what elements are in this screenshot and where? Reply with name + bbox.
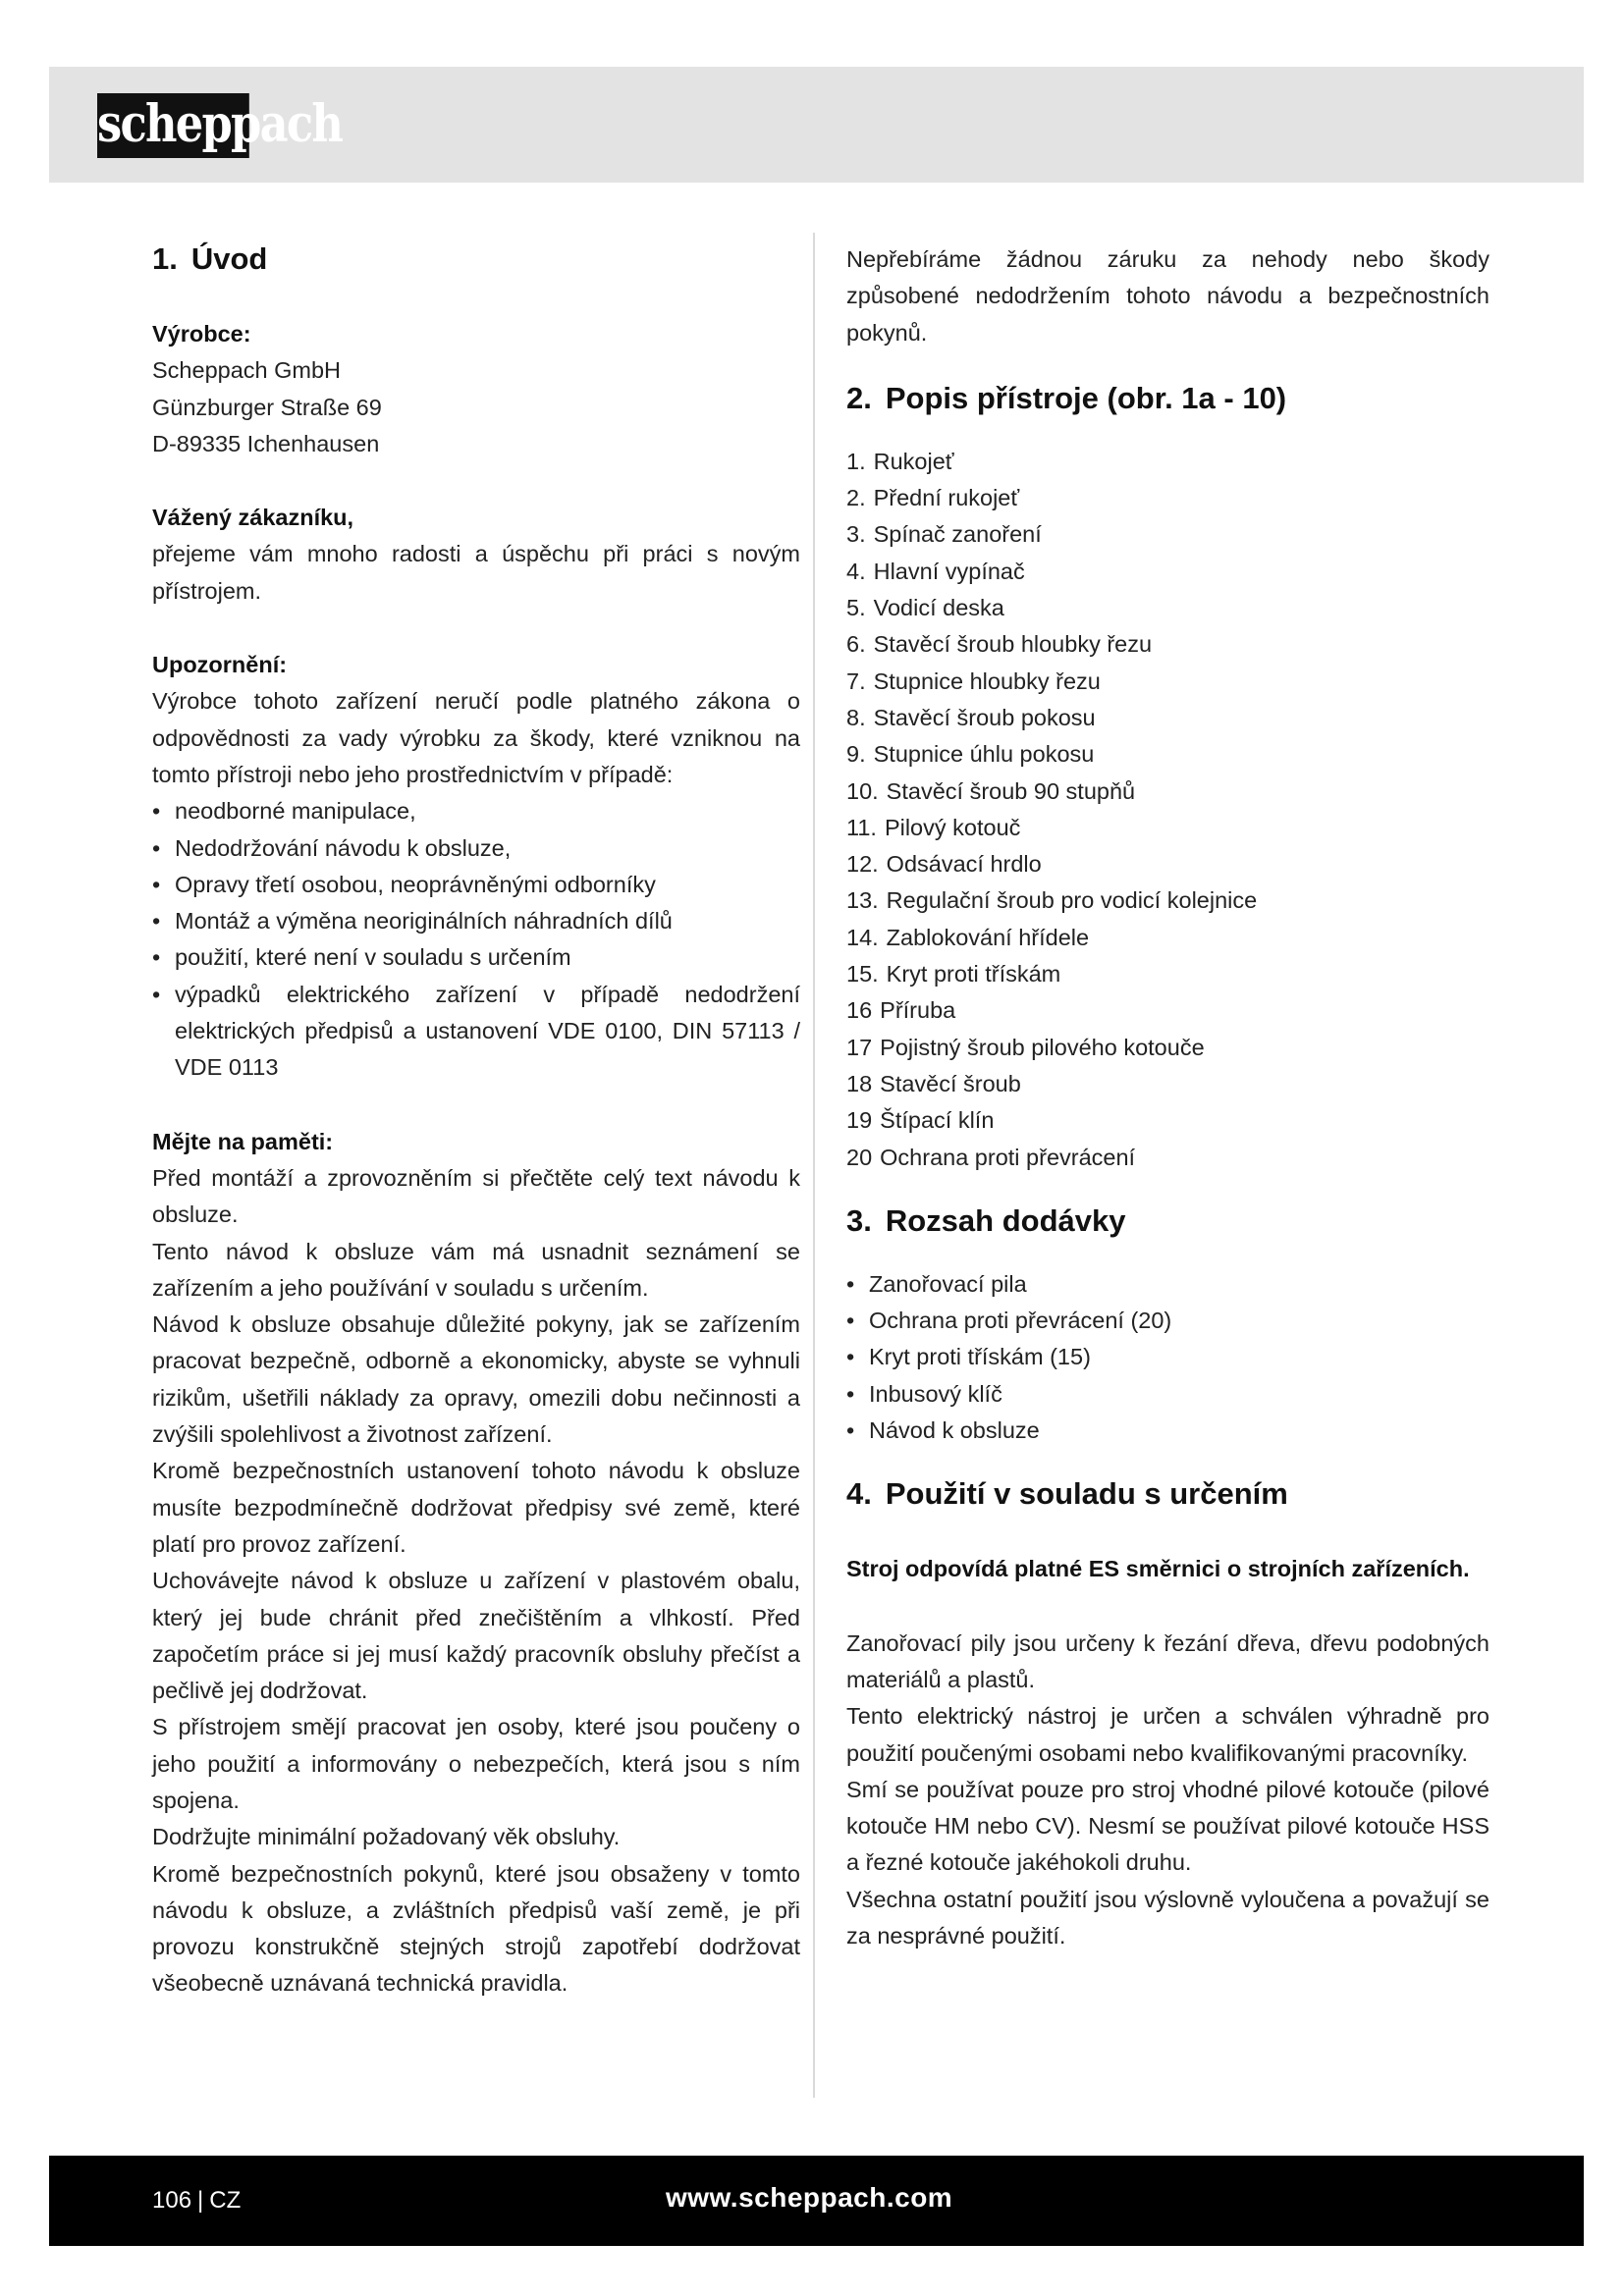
list-item bbox=[846, 444, 1489, 480]
paragraph: Kromě bezpečnostních pokynů, které jsou obsaženy v tomto návodu k obsluze, a zvláštních předpisů vaší země, je při provozu konstrukčně stejných strojů zapotřebí dodržovat všeobecně uznávaná technická pravidla. bbox=[152, 1860, 800, 1997]
section-4-heading bbox=[846, 1474, 1489, 1514]
item-text: Přední rukojeť bbox=[873, 485, 1020, 511]
item-number: 19 bbox=[846, 1107, 873, 1134]
item-number: 14. bbox=[846, 924, 879, 950]
item-text: Regulační šroub pro vodicí kolejnice bbox=[886, 887, 1258, 914]
item-number: 11. bbox=[846, 814, 877, 840]
list-item bbox=[846, 846, 1489, 882]
list-item bbox=[846, 956, 1489, 992]
list-item: • Nedodržování návodu k obsluze, bbox=[152, 830, 800, 867]
paragraph: Před montáží a zprovozněním si přečtěte celý text návodu k obsluze. bbox=[152, 1164, 800, 1228]
section-number: 1. bbox=[152, 241, 178, 276]
item-text: Hlavní vypínač bbox=[873, 558, 1025, 584]
list-item bbox=[846, 774, 1489, 810]
dear-customer-text: přejeme vám mnoho radosti a úspěchu při práci s novým přístrojem. bbox=[152, 541, 800, 604]
list-item bbox=[846, 516, 1489, 553]
item-number: 13. bbox=[846, 887, 879, 914]
list-item: • výpadků elektrického zařízení v případě nedodržení elektrických předpisů a ustanovení VDE 0100, DIN 57113 / VDE 0113 bbox=[152, 977, 800, 1087]
paragraph: Návod k obsluze obsahuje důležité pokyny, jak se zařízením pracovat bezpečně, odborně a ekonomicky, abyste se vyhnuli rizikům, ušetřili náklady za opravy, omezili dobu nečinnosti a zvýšili spolehlivost a životnost zařízení. bbox=[152, 1311, 800, 1448]
list-item bbox=[846, 664, 1489, 700]
list-item: • Návod k obsluze bbox=[846, 1413, 1489, 1449]
paragraph: Kromě bezpečnostních ustanovení tohoto návodu k obsluze musíte bezpodmínečně dodržovat předpisy své země, které platí pro provoz zařízení. bbox=[152, 1458, 800, 1557]
item-number: 18 bbox=[846, 1070, 873, 1096]
right-column bbox=[846, 224, 1489, 1954]
item-text: Štípací klín bbox=[880, 1107, 995, 1134]
item-text: Spínač zanoření bbox=[873, 521, 1042, 548]
address-line: Scheppach GmbH bbox=[152, 357, 342, 384]
section-number: 3. bbox=[846, 1202, 872, 1238]
address-line: Günzburger Straße 69 bbox=[152, 394, 382, 420]
paragraph: Všechna ostatní použití jsou výslovně vyloučena a považují se za nesprávné použití. bbox=[846, 1886, 1489, 1949]
manufacturer-label: Výrobce: bbox=[152, 321, 251, 347]
item-text: Odsávací hrdlo bbox=[886, 851, 1042, 878]
list-item bbox=[846, 590, 1489, 626]
list-item bbox=[846, 1102, 1489, 1139]
item-number: 6. bbox=[846, 631, 866, 658]
item-number: 10. bbox=[846, 777, 879, 804]
paragraph: Smí se používat pouze pro stroj vhodné pilové kotouče (pilové kotouče HM nebo CV). Nesmí se používat pilové kotouče HSS a řezné kotouče jakéhokoli druhu. bbox=[846, 1776, 1489, 1876]
list-item bbox=[846, 1066, 1489, 1102]
list-item: • neodborné manipulace, bbox=[152, 793, 800, 829]
left-column bbox=[152, 224, 800, 2002]
list-item bbox=[846, 736, 1489, 773]
section-title: Úvod bbox=[190, 241, 268, 276]
list-item: • Montáž a výměna neoriginálních náhradních dílů bbox=[152, 903, 800, 939]
list-item: • Opravy třetí osobou, neoprávněnými odborníky bbox=[152, 867, 800, 903]
website-link[interactable]: www.scheppach.com bbox=[666, 2182, 953, 2213]
list-item bbox=[846, 480, 1489, 516]
notice-label: Upozornění: bbox=[152, 652, 288, 678]
item-text: Stavěcí šroub bbox=[880, 1070, 1021, 1096]
list-item: • Inbusový klíč bbox=[846, 1376, 1489, 1413]
item-number: 9. bbox=[846, 741, 866, 768]
item-text: Stavěcí šroub pokosu bbox=[873, 704, 1096, 730]
paragraph: Tento elektrický nástroj je určen a schválen výhradně pro použití poučenými osobami nebo kvalifikovanými pracovníky. bbox=[846, 1703, 1489, 1766]
list-item bbox=[846, 882, 1489, 919]
item-text: Pilový kotouč bbox=[884, 814, 1021, 840]
paragraph: Zanořovací pily jsou určeny k řezání dřeva, dřevu podobných materiálů a plastů. bbox=[846, 1629, 1489, 1692]
page-number-value: 106 bbox=[152, 2187, 192, 2214]
item-number: 1. bbox=[846, 448, 866, 474]
parts-list bbox=[846, 444, 1489, 1176]
list-item: • použití, které není v souladu s určením bbox=[152, 939, 800, 976]
section-1-heading bbox=[152, 240, 800, 279]
paragraph: Dodržujte minimální požadovaný věk obsluhy. bbox=[152, 1824, 621, 1850]
item-number: 8. bbox=[846, 704, 866, 730]
item-text: Stupnice hloubky řezu bbox=[873, 667, 1101, 694]
dear-customer-label: Vážený zákazníku, bbox=[152, 505, 354, 531]
item-number: 2. bbox=[846, 485, 866, 511]
item-number: 3. bbox=[846, 521, 866, 548]
item-number: 12. bbox=[846, 851, 879, 878]
item-text: Zablokování hřídele bbox=[886, 924, 1090, 950]
item-text: Příruba bbox=[880, 997, 956, 1024]
item-number: 17 bbox=[846, 1034, 873, 1060]
section-number: 4. bbox=[846, 1476, 872, 1512]
item-number: 20 bbox=[846, 1144, 873, 1170]
list-item bbox=[846, 700, 1489, 736]
scheppach-logo: scheppach bbox=[97, 93, 249, 158]
separator: | bbox=[197, 2187, 204, 2214]
item-text: Kryt proti třískám bbox=[886, 961, 1061, 988]
paragraph: Tento návod k obsluze vám má usnadnit seznámení se zařízením a jeho používání v souladu s určením. bbox=[152, 1238, 800, 1301]
list-item: • Kryt proti třískám (15) bbox=[846, 1339, 1489, 1375]
language-code: CZ bbox=[209, 2187, 242, 2214]
list-item bbox=[846, 1140, 1489, 1176]
item-text: Ochrana proti převrácení bbox=[880, 1144, 1136, 1170]
disclaimer-text: Nepřebíráme žádnou záruku za nehody nebo škody způsobené nedodržením tohoto návodu a bezpečnostních pokynů. bbox=[846, 246, 1489, 346]
item-text: Stavěcí šroub hloubky řezu bbox=[873, 631, 1153, 658]
item-number: 7. bbox=[846, 667, 866, 694]
section-2-heading bbox=[846, 379, 1489, 418]
address-line: D-89335 Ichenhausen bbox=[152, 430, 380, 456]
list-item bbox=[846, 992, 1489, 1029]
page-header bbox=[49, 67, 1584, 183]
item-number: 16 bbox=[846, 997, 873, 1024]
page-number bbox=[152, 2186, 241, 2216]
item-number: 5. bbox=[846, 595, 866, 621]
paragraph: S přístrojem smějí pracovat jen osoby, které jsou poučeny o jeho použití a informovány o nebezpečích, která jsou s ním spojena. bbox=[152, 1714, 800, 1813]
list-item bbox=[846, 1030, 1489, 1066]
list-item: • Zanořovací pila bbox=[846, 1266, 1489, 1303]
list-item bbox=[846, 626, 1489, 663]
item-text: Pojistný šroub pilového kotouče bbox=[880, 1034, 1205, 1060]
directive-statement: Stroj odpovídá platné ES směrnici o strojních zařízeních. bbox=[846, 1556, 1470, 1582]
section-title: Rozsah dodávky bbox=[885, 1202, 1126, 1238]
item-text: Stupnice úhlu pokosu bbox=[873, 741, 1095, 768]
notice-list bbox=[152, 793, 800, 1086]
section-title: Použití v souladu s určením bbox=[885, 1476, 1288, 1512]
section-number: 2. bbox=[846, 380, 872, 415]
column-divider bbox=[813, 233, 815, 2098]
list-item bbox=[846, 554, 1489, 590]
delivery-list bbox=[846, 1266, 1489, 1449]
item-number: 15. bbox=[846, 961, 879, 988]
remember-label: Mějte na paměti: bbox=[152, 1128, 334, 1154]
item-text: Vodicí deska bbox=[873, 595, 1004, 621]
list-item bbox=[846, 810, 1489, 846]
section-3-heading bbox=[846, 1201, 1489, 1241]
notice-text: Výrobce tohoto zařízení neručí podle platného zákona o odpovědnosti za vady výrobku za škody, které vzniknou na tomto přístroji nebo jeho prostřednictvím v případě: bbox=[152, 688, 800, 787]
page-footer bbox=[49, 2156, 1584, 2246]
item-text: Rukojeť bbox=[873, 448, 954, 474]
item-text: Stavěcí šroub 90 stupňů bbox=[886, 777, 1136, 804]
item-number: 4. bbox=[846, 558, 866, 584]
section-title: Popis přístroje (obr. 1a - 10) bbox=[885, 380, 1287, 415]
paragraph: Uchovávejte návod k obsluze u zařízení v plastovém obalu, který jej bude chránit před znečištěním a vlhkostí. Před započetím práce si jej musí každý pracovník obsluhy přečíst a pečlivě jej dodržovat. bbox=[152, 1568, 800, 1704]
list-item: • Ochrana proti převrácení (20) bbox=[846, 1303, 1489, 1339]
list-item bbox=[846, 920, 1489, 956]
